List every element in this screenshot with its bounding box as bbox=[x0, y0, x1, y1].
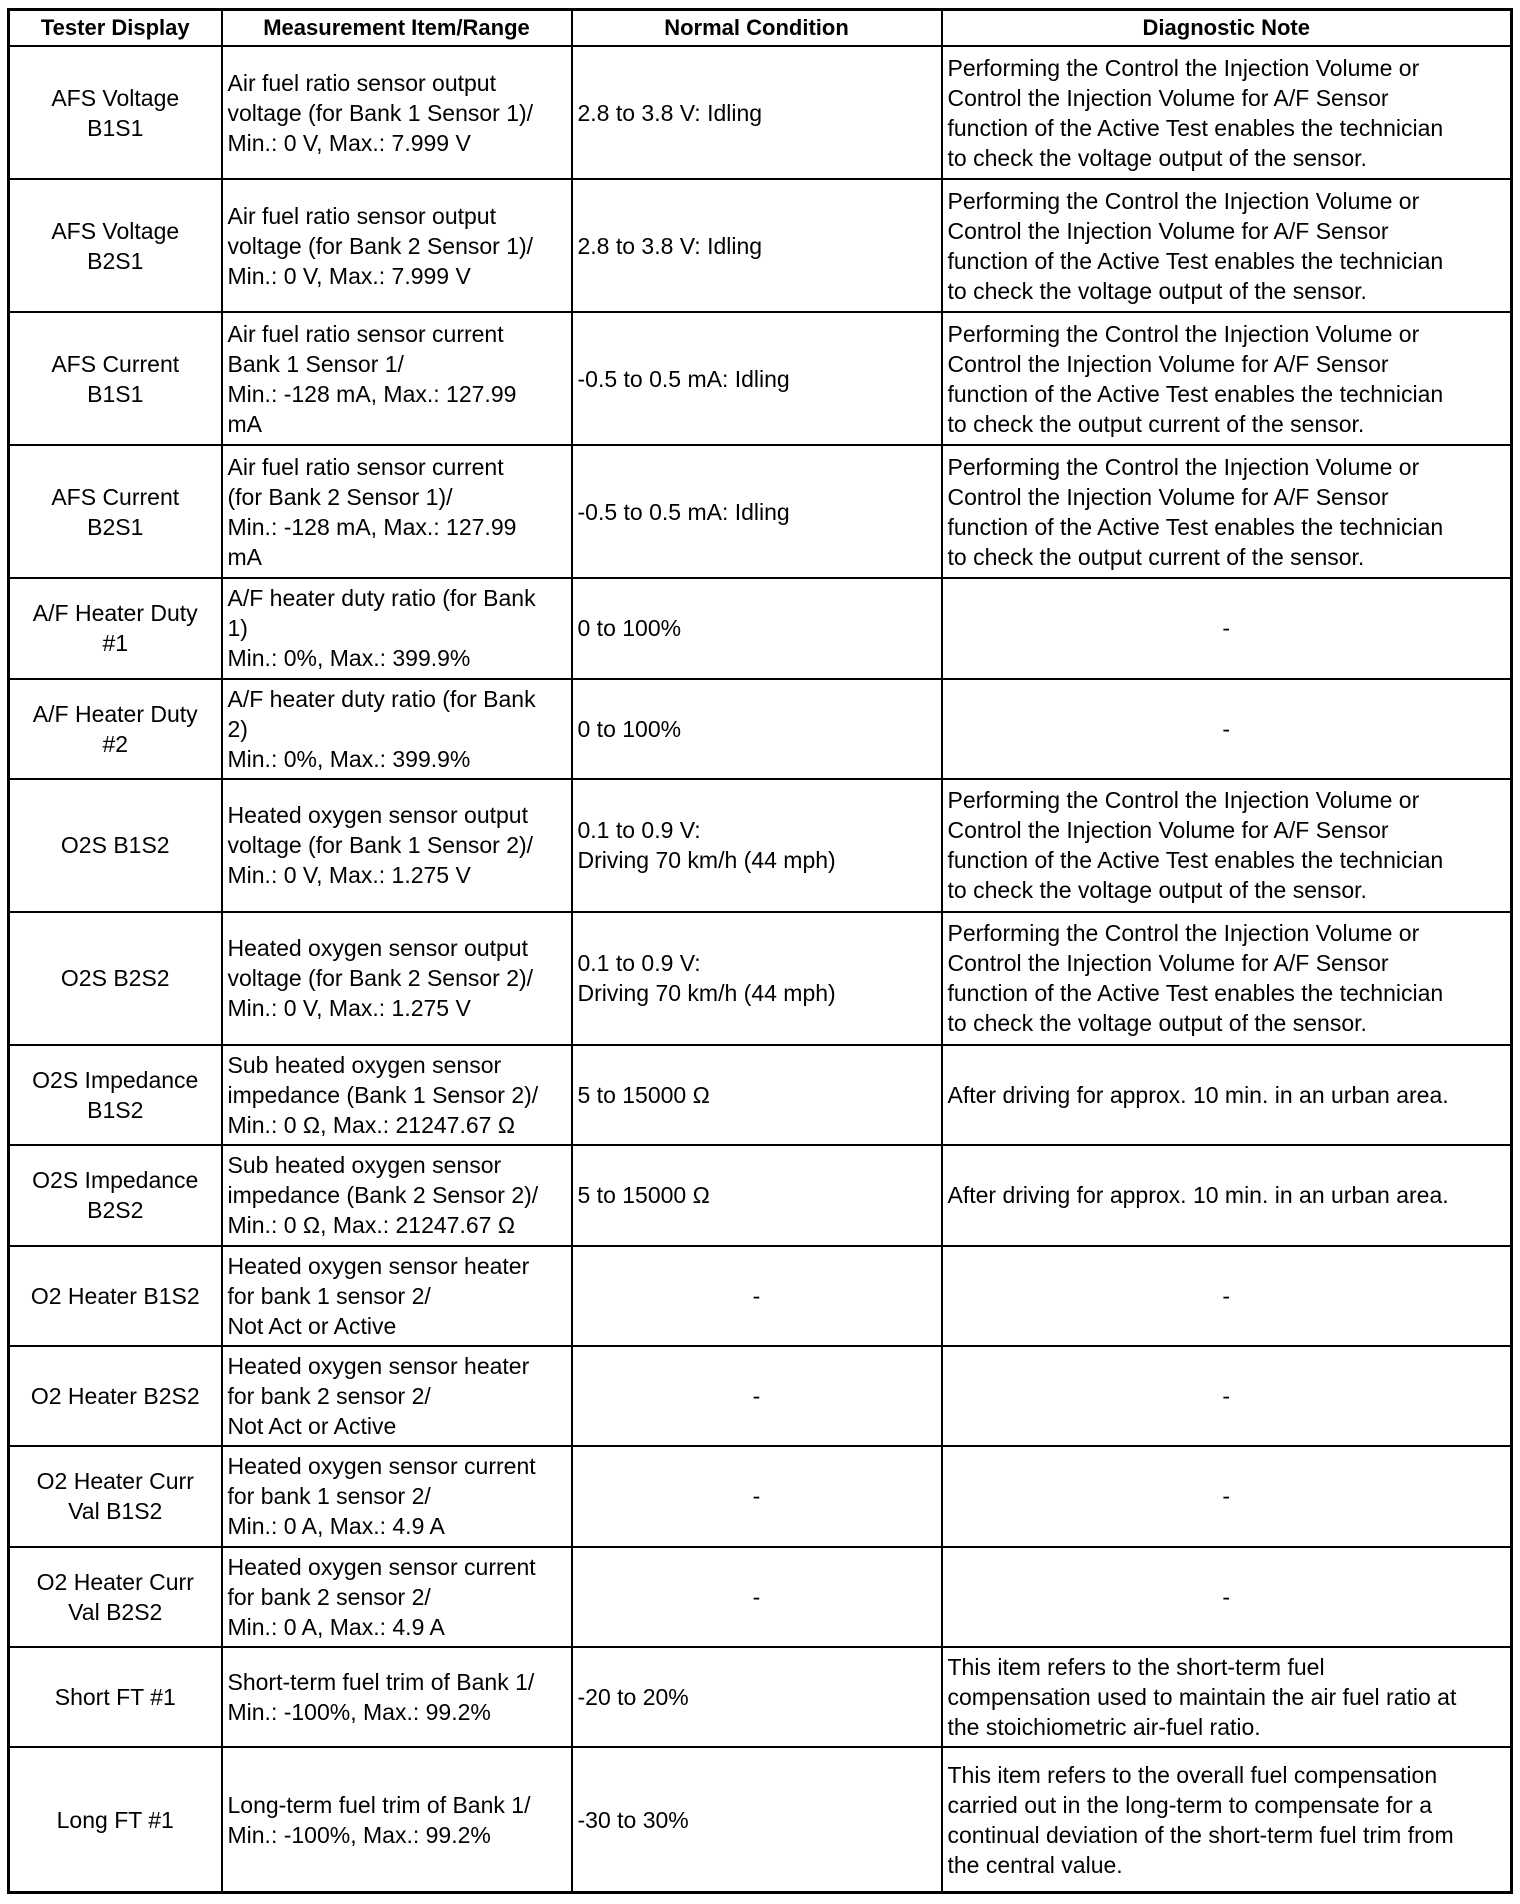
cell-tester-display: Long FT #1 bbox=[9, 1747, 222, 1892]
cell-tester-display: AFS Voltage B2S1 bbox=[9, 179, 222, 312]
cell-diagnostic-note: - bbox=[942, 1246, 1512, 1346]
cell-tester-display: O2S B2S2 bbox=[9, 912, 222, 1045]
table-row bbox=[9, 912, 1512, 1045]
table-header-row bbox=[9, 10, 1512, 47]
cell-diagnostic-note: Performing the Control the Injection Volume or Control the Injection Volume for A/F Sensor function of the Active Test enables the technician to check the output current of the sensor. bbox=[942, 445, 1512, 578]
cell-normal-condition: -0.5 to 0.5 mA: Idling bbox=[572, 445, 942, 578]
cell-normal-condition: 0 to 100% bbox=[572, 578, 942, 678]
table-row bbox=[9, 445, 1512, 578]
cell-diagnostic-note: After driving for approx. 10 min. in an urban area. bbox=[942, 1045, 1512, 1145]
cell-measurement-range: Short-term fuel trim of Bank 1/ Min.: -100%, Max.: 99.2% bbox=[222, 1647, 572, 1747]
cell-tester-display: O2 Heater Curr Val B2S2 bbox=[9, 1547, 222, 1647]
table-row bbox=[9, 1045, 1512, 1145]
data-list-table bbox=[7, 8, 1513, 1894]
cell-measurement-range: Sub heated oxygen sensor impedance (Bank 2 Sensor 2)/ Min.: 0 Ω, Max.: 21247.67 Ω bbox=[222, 1145, 572, 1245]
cell-normal-condition: - bbox=[572, 1547, 942, 1647]
cell-normal-condition: 2.8 to 3.8 V: Idling bbox=[572, 179, 942, 312]
cell-tester-display: O2 Heater Curr Val B1S2 bbox=[9, 1446, 222, 1546]
cell-diagnostic-note: - bbox=[942, 1446, 1512, 1546]
cell-normal-condition: 0.1 to 0.9 V: Driving 70 km/h (44 mph) bbox=[572, 779, 942, 912]
cell-normal-condition: -0.5 to 0.5 mA: Idling bbox=[572, 312, 942, 445]
cell-diagnostic-note: Performing the Control the Injection Volume or Control the Injection Volume for A/F Sensor function of the Active Test enables the technician to check the voltage output of the sensor. bbox=[942, 46, 1512, 179]
cell-diagnostic-note: Performing the Control the Injection Volume or Control the Injection Volume for A/F Sensor function of the Active Test enables the technician to check the voltage output of the sensor. bbox=[942, 779, 1512, 912]
cell-diagnostic-note: This item refers to the short-term fuel compensation used to maintain the air fuel ratio at the stoichiometric air-fuel ratio. bbox=[942, 1647, 1512, 1747]
cell-diagnostic-note: This item refers to the overall fuel compensation carried out in the long-term to compensate for a continual deviation of the short-term fuel trim from the central value. bbox=[942, 1747, 1512, 1892]
cell-normal-condition: -20 to 20% bbox=[572, 1647, 942, 1747]
cell-normal-condition: 0.1 to 0.9 V: Driving 70 km/h (44 mph) bbox=[572, 912, 942, 1045]
cell-normal-condition: 5 to 15000 Ω bbox=[572, 1145, 942, 1245]
table-row bbox=[9, 1747, 1512, 1892]
header-diagnostic-note: Diagnostic Note bbox=[942, 10, 1512, 47]
cell-normal-condition: - bbox=[572, 1246, 942, 1346]
cell-diagnostic-note: After driving for approx. 10 min. in an urban area. bbox=[942, 1145, 1512, 1245]
cell-measurement-range: Heated oxygen sensor heater for bank 2 sensor 2/ Not Act or Active bbox=[222, 1346, 572, 1446]
cell-measurement-range: Heated oxygen sensor current for bank 1 sensor 2/ Min.: 0 A, Max.: 4.9 A bbox=[222, 1446, 572, 1546]
cell-tester-display: O2 Heater B1S2 bbox=[9, 1246, 222, 1346]
cell-measurement-range: Sub heated oxygen sensor impedance (Bank 1 Sensor 2)/ Min.: 0 Ω, Max.: 21247.67 Ω bbox=[222, 1045, 572, 1145]
cell-diagnostic-note: - bbox=[942, 578, 1512, 678]
cell-diagnostic-note: - bbox=[942, 679, 1512, 779]
cell-measurement-range: Heated oxygen sensor heater for bank 1 sensor 2/ Not Act or Active bbox=[222, 1246, 572, 1346]
cell-diagnostic-note: - bbox=[942, 1346, 1512, 1446]
table-row bbox=[9, 679, 1512, 779]
cell-measurement-range: Heated oxygen sensor output voltage (for Bank 2 Sensor 2)/ Min.: 0 V, Max.: 1.275 V bbox=[222, 912, 572, 1045]
cell-measurement-range: Air fuel ratio sensor output voltage (for Bank 2 Sensor 1)/ Min.: 0 V, Max.: 7.999 V bbox=[222, 179, 572, 312]
cell-normal-condition: 5 to 15000 Ω bbox=[572, 1045, 942, 1145]
cell-normal-condition: 0 to 100% bbox=[572, 679, 942, 779]
cell-normal-condition: - bbox=[572, 1446, 942, 1546]
table-row bbox=[9, 1246, 1512, 1346]
cell-measurement-range: Air fuel ratio sensor current Bank 1 Sensor 1/ Min.: -128 mA, Max.: 127.99 mA bbox=[222, 312, 572, 445]
cell-tester-display: O2S Impedance B2S2 bbox=[9, 1145, 222, 1245]
table-row bbox=[9, 1446, 1512, 1546]
cell-tester-display: AFS Current B1S1 bbox=[9, 312, 222, 445]
header-tester-display: Tester Display bbox=[9, 10, 222, 47]
header-normal-condition: Normal Condition bbox=[572, 10, 942, 47]
cell-tester-display: O2 Heater B2S2 bbox=[9, 1346, 222, 1446]
cell-diagnostic-note: - bbox=[942, 1547, 1512, 1647]
table-row bbox=[9, 312, 1512, 445]
table-row bbox=[9, 578, 1512, 678]
table-row bbox=[9, 1145, 1512, 1245]
table-row bbox=[9, 1647, 1512, 1747]
cell-measurement-range: Long-term fuel trim of Bank 1/ Min.: -100%, Max.: 99.2% bbox=[222, 1747, 572, 1892]
cell-normal-condition: 2.8 to 3.8 V: Idling bbox=[572, 46, 942, 179]
table-row bbox=[9, 179, 1512, 312]
cell-measurement-range: A/F heater duty ratio (for Bank 1) Min.: 0%, Max.: 399.9% bbox=[222, 578, 572, 678]
cell-tester-display: O2S B1S2 bbox=[9, 779, 222, 912]
cell-tester-display: AFS Voltage B1S1 bbox=[9, 46, 222, 179]
cell-diagnostic-note: Performing the Control the Injection Volume or Control the Injection Volume for A/F Sensor function of the Active Test enables the technician to check the voltage output of the sensor. bbox=[942, 179, 1512, 312]
cell-normal-condition: - bbox=[572, 1346, 942, 1446]
cell-measurement-range: Air fuel ratio sensor current (for Bank 2 Sensor 1)/ Min.: -128 mA, Max.: 127.99 mA bbox=[222, 445, 572, 578]
cell-diagnostic-note: Performing the Control the Injection Volume or Control the Injection Volume for A/F Sensor function of the Active Test enables the technician to check the voltage output of the sensor. bbox=[942, 912, 1512, 1045]
cell-tester-display: Short FT #1 bbox=[9, 1647, 222, 1747]
cell-normal-condition: -30 to 30% bbox=[572, 1747, 942, 1892]
cell-measurement-range: Heated oxygen sensor output voltage (for Bank 1 Sensor 2)/ Min.: 0 V, Max.: 1.275 V bbox=[222, 779, 572, 912]
table-row bbox=[9, 1346, 1512, 1446]
table-row bbox=[9, 1547, 1512, 1647]
cell-tester-display: A/F Heater Duty #1 bbox=[9, 578, 222, 678]
cell-diagnostic-note: Performing the Control the Injection Volume or Control the Injection Volume for A/F Sensor function of the Active Test enables the technician to check the output current of the sensor. bbox=[942, 312, 1512, 445]
table-row bbox=[9, 46, 1512, 179]
table-row bbox=[9, 779, 1512, 912]
cell-measurement-range: Air fuel ratio sensor output voltage (for Bank 1 Sensor 1)/ Min.: 0 V, Max.: 7.999 V bbox=[222, 46, 572, 179]
cell-measurement-range: A/F heater duty ratio (for Bank 2) Min.: 0%, Max.: 399.9% bbox=[222, 679, 572, 779]
cell-measurement-range: Heated oxygen sensor current for bank 2 sensor 2/ Min.: 0 A, Max.: 4.9 A bbox=[222, 1547, 572, 1647]
cell-tester-display: AFS Current B2S1 bbox=[9, 445, 222, 578]
cell-tester-display: A/F Heater Duty #2 bbox=[9, 679, 222, 779]
cell-tester-display: O2S Impedance B1S2 bbox=[9, 1045, 222, 1145]
header-measurement-range: Measurement Item/Range bbox=[222, 10, 572, 47]
